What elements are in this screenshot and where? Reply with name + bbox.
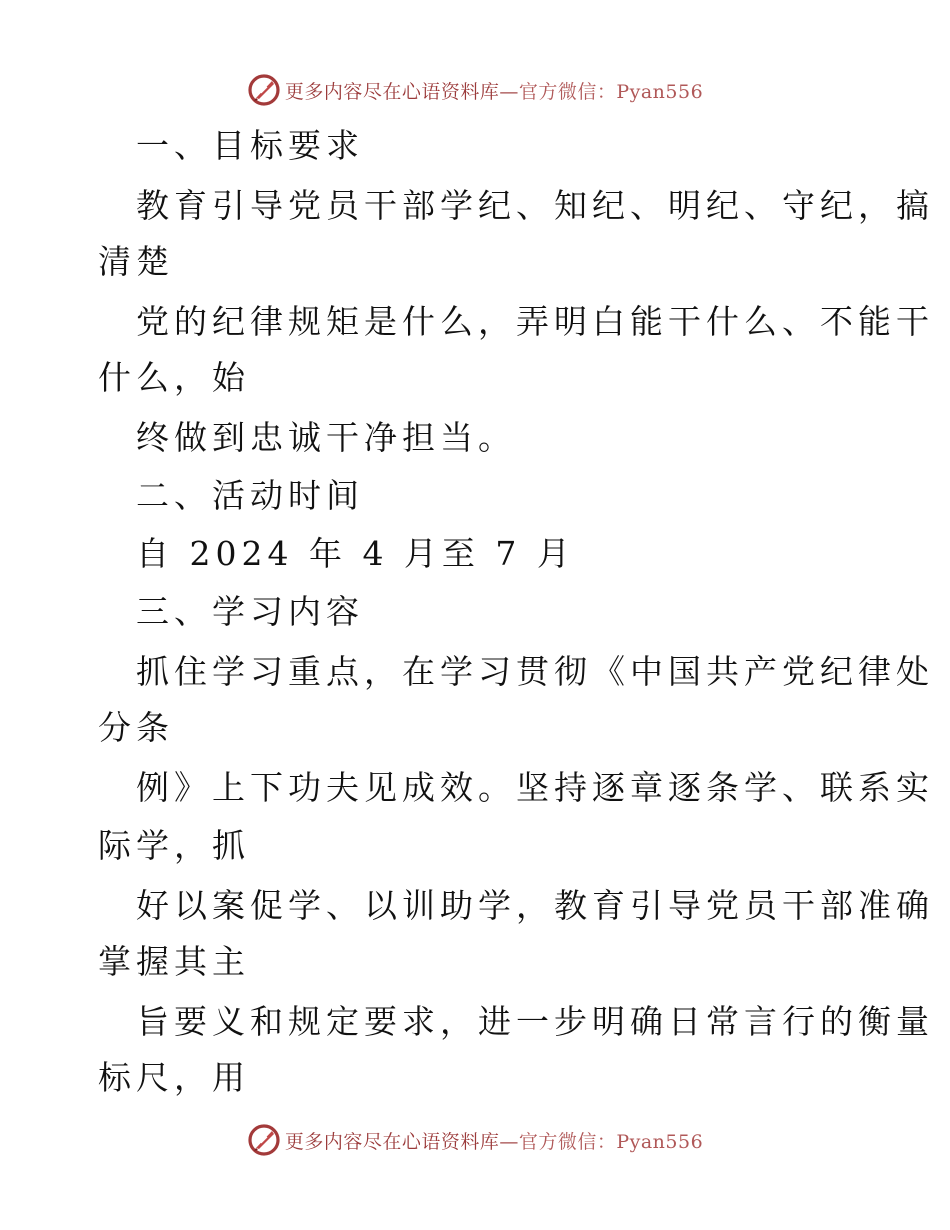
watermark-site: 更多内容尽在心语资料库 [284, 80, 500, 103]
watermark-text [285, 1127, 703, 1154]
section-heading-content: 三、学习内容 [136, 592, 364, 631]
paragraph-line: 教育引导党员干部学纪、知纪、明纪、守纪，搞 [136, 186, 934, 225]
watermark-separator: — [499, 1130, 519, 1153]
paragraph-line: 自 2024 年 4 月至 7 月 [136, 534, 575, 573]
footer-watermark-banner [0, 1118, 950, 1162]
watermark-text [285, 77, 703, 104]
quill-logo-icon [247, 1123, 281, 1157]
quill-logo-icon [247, 73, 281, 107]
header-watermark-banner [0, 68, 950, 112]
paragraph-line: 抓住学习重点，在学习贯彻《中国共产党纪律处 [136, 652, 934, 691]
paragraph-line: 例》上下功夫见成效。坚持逐章逐条学、联系实 [136, 768, 934, 807]
paragraph-line-wrap: 什么，始 [98, 358, 250, 397]
section-heading-time: 二、活动时间 [136, 476, 364, 515]
watermark-site: 更多内容尽在心语资料库 [284, 1130, 500, 1153]
watermark-separator: — [499, 80, 519, 103]
paragraph-line: 旨要义和规定要求，进一步明确日常言行的衡量 [136, 1002, 934, 1041]
paragraph-line-wrap: 标尺，用 [98, 1058, 250, 1097]
paragraph-line: 终做到忠诚干净担当。 [136, 418, 516, 457]
paragraph-line-wrap: 掌握其主 [98, 942, 250, 981]
paragraph-line-wrap: 分条 [98, 708, 174, 747]
watermark-wechat: 官方微信：Pyan556 [518, 1130, 704, 1153]
paragraph-line: 好以案促学、以训助学，教育引导党员干部准确 [136, 886, 934, 925]
watermark-wechat: 官方微信：Pyan556 [518, 80, 704, 103]
section-heading-goals: 一、目标要求 [136, 126, 364, 165]
paragraph-line: 党的纪律规矩是什么，弄明白能干什么、不能干 [136, 302, 934, 341]
paragraph-line-wrap: 际学，抓 [98, 826, 250, 865]
paragraph-line-wrap: 清楚 [98, 242, 174, 281]
